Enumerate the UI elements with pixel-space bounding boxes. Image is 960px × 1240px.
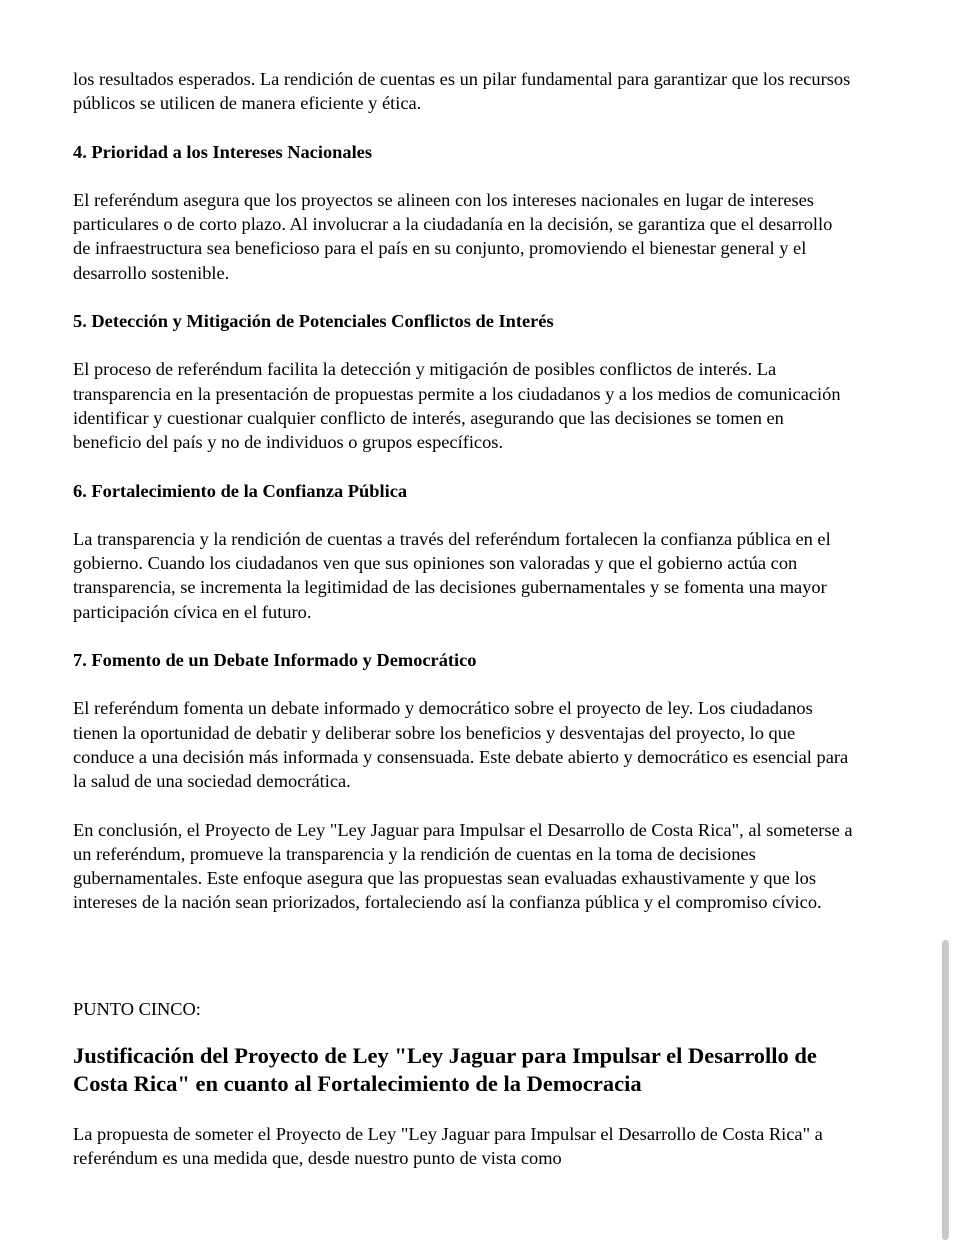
blank-space bbox=[73, 1021, 853, 1042]
final-paragraph: La propuesta de someter el Proyecto de Ley "Ley Jaguar para Impulsar el Desarrollo de Costa Rica" a referéndum es una medida que, desde nuestro punto de vista como bbox=[73, 1124, 823, 1169]
section-body-5: El proceso de referéndum facilita la detección y mitigación de posibles conflictos de interés. La transparencia en la presentación de propuestas permite a los ciudadanos y a los medios de comunicación identificar y cuestionar cualquier conflicto de interés, asegurando que las decisiones se tomen en beneficio del país y no de individuos o grupos específicos. bbox=[73, 359, 841, 453]
section-heading-6: 6. Fortalecimiento de la Confianza Pública bbox=[73, 480, 408, 501]
justification-heading: Justificación del Proyecto de Ley "Ley Jaguar para Impulsar el Desarrollo de Costa Rica" en cuanto al Fortalecimiento de la Democracia bbox=[73, 1043, 817, 1097]
intro-paragraph: los resultados esperados. La rendición de cuentas es un pilar fundamental para garantizar que los recursos públicos se utilicen de manera eficiente y ética. bbox=[73, 69, 851, 114]
section-heading-5: 5. Detección y Mitigación de Potenciales Conflictos de Interés bbox=[73, 311, 554, 332]
scrollbar-thumb[interactable] bbox=[942, 940, 949, 1240]
section-body-4: El referéndum asegura que los proyectos se alineen con los intereses nacionales en lugar de intereses particulares o de corto plazo. Al involucrar a la ciudadanía en la decisión, se garantiza que el desarrollo de infraestructura sea beneficioso para el país en su conjunto, promoviendo el bienestar general y el desarrollo sostenible. bbox=[73, 189, 833, 283]
section-body-6: La transparencia y la rendición de cuentas a través del referéndum fortalecen la confianza pública en el gobierno. Cuando los ciudadanos ven que sus opiniones son valoradas y que el gobierno actúa con transparencia, se incrementa la legitimidad de las decisiones gubernamentales y se fomenta una mayor participación cívica en el futuro. bbox=[73, 528, 831, 622]
section-heading-4: 4. Prioridad a los Intereses Nacionales bbox=[73, 141, 373, 162]
section-body-7: El referéndum fomenta un debate informado y democrático sobre el proyecto de ley. Los ciudadanos tienen la oportunidad de debatir y deliberar sobre los beneficios y desventajas del proyecto, lo que conduce a una decisión más informada y consensuada. Este debate abierto y democrático es esencial para la salud de una sociedad democrática. bbox=[73, 698, 849, 792]
conclusion-paragraph: En conclusión, el Proyecto de Ley "Ley Jaguar para Impulsar el Desarrollo de Costa Rica", al someterse a un referéndum, promueve la transparencia y la rendición de cuentas en la toma de decisiones gubernamentales. Este enfoque asegura que las propuestas sean evaluadas exhaustivamente y que los intereses de la nación sean priorizados, fortaleciendo así la confianza pública y el compromiso cívico. bbox=[73, 819, 853, 913]
point-label: PUNTO CINCO: bbox=[73, 998, 201, 1019]
section-heading-7: 7. Fomento de un Debate Informado y Democrático bbox=[73, 650, 477, 671]
document-page bbox=[73, 67, 853, 1195]
blank-space bbox=[73, 939, 853, 997]
